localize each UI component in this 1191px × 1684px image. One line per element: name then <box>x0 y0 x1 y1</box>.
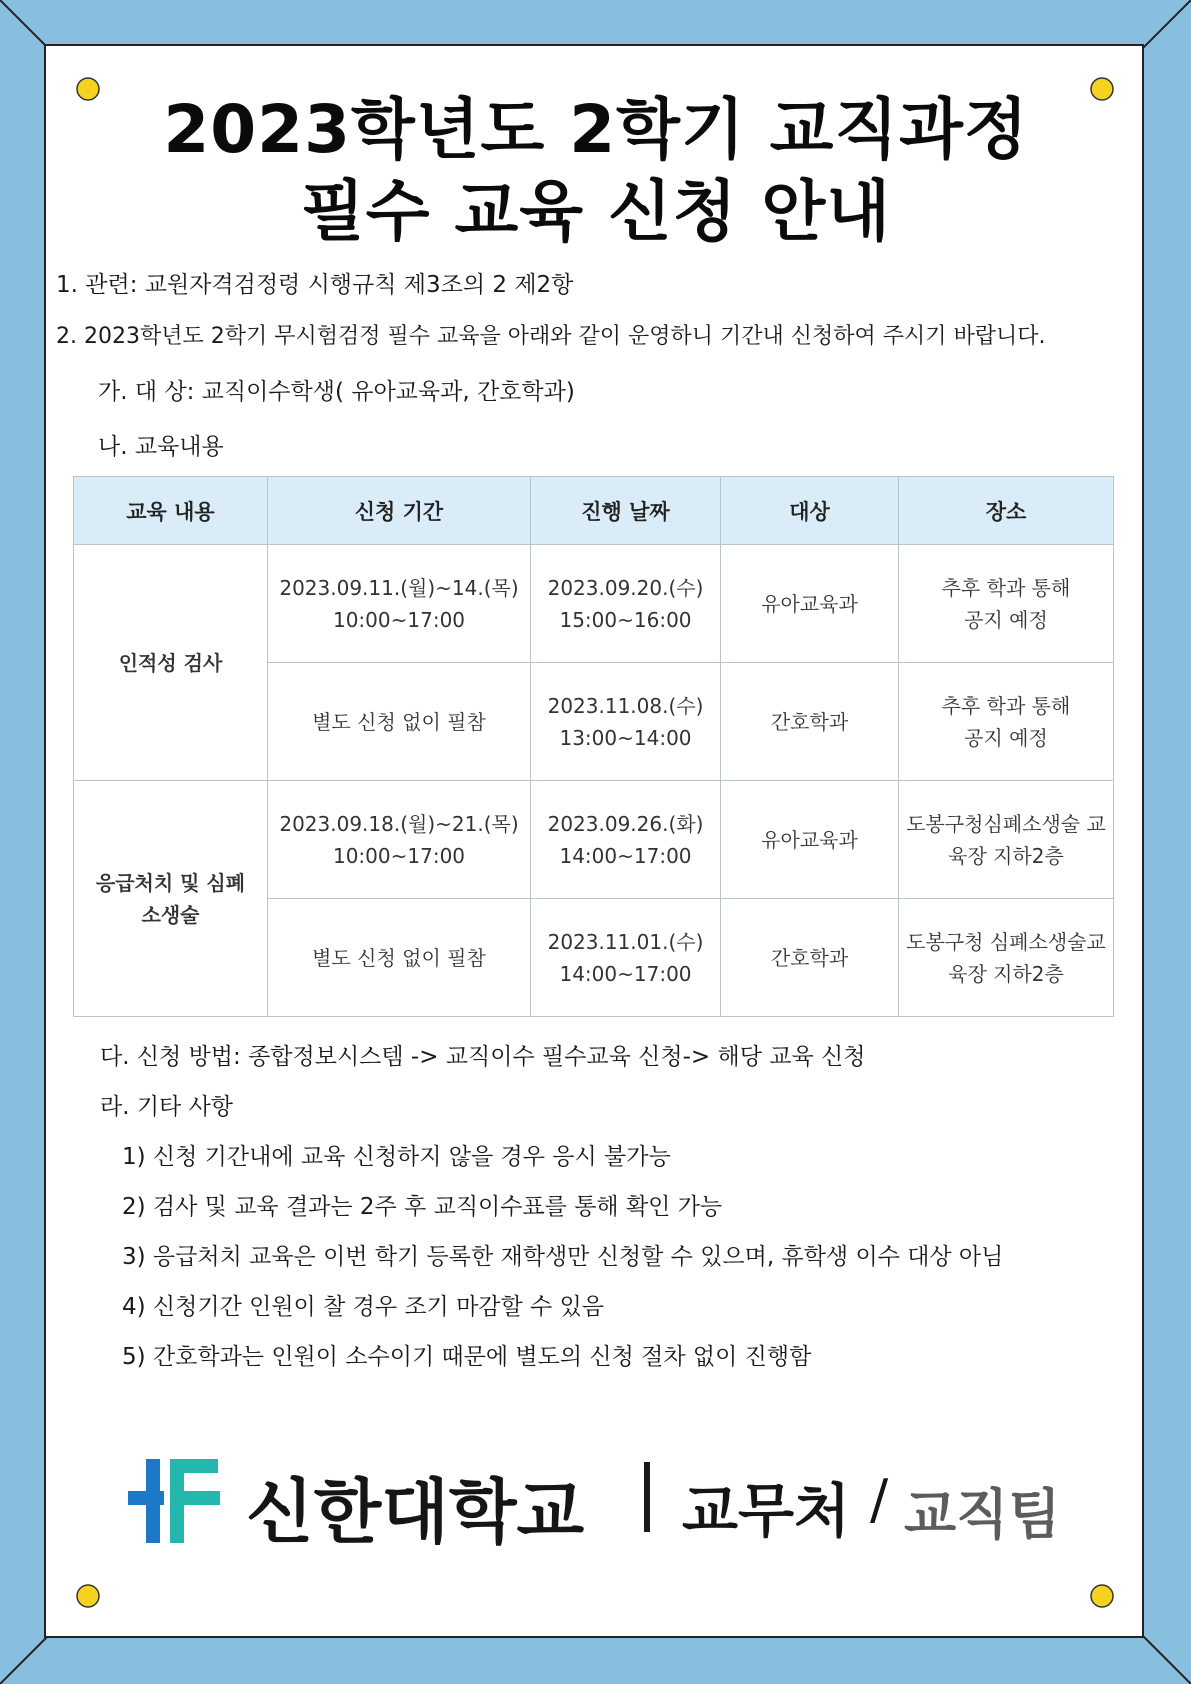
title-line-2: 필수 교육 신청 안내 <box>301 173 891 250</box>
period-cell: 2023.09.18.(월)~21.(목) 10:00~17:00 <box>268 781 531 899</box>
list-item: 2) 검사 및 교육 결과는 2주 후 교직이수표를 통해 확인 가능 <box>122 1194 723 1220</box>
header-period: 신청 기간 <box>268 477 531 545</box>
purpose-paragraph: 2. 2023학년도 2학기 무시험검정 필수 교육을 아래와 같이 운영하니 기간내 신청하여 주시기 바랍니다. <box>56 324 1046 349</box>
period-cell: 2023.09.11.(월)~14.(목) 10:00~17:00 <box>268 545 531 663</box>
date-cell: 2023.09.26.(화) 14:00~17:00 <box>531 781 721 899</box>
table-row <box>74 545 1114 663</box>
topic-cell: 인적성 검사 <box>74 545 268 781</box>
date-cell: 2023.11.01.(수) 14:00~17:00 <box>531 899 721 1017</box>
period-cell: 별도 신청 없이 필참 <box>268 663 531 781</box>
place-cell: 추후 학과 통해 공지 예정 <box>899 545 1114 663</box>
other-notes-heading: 라. 기타 사항 <box>100 1094 234 1120</box>
table-row <box>74 781 1114 899</box>
university-logo-icon <box>124 1457 224 1545</box>
date-cell: 2023.09.20.(수) 15:00~16:00 <box>531 545 721 663</box>
title-line-1: 2023학년도 2학기 교직과정 <box>163 91 1029 168</box>
reference-paragraph: 1. 관련: 교원자격검정령 시행규칙 제3조의 2 제2항 <box>56 272 574 298</box>
place-cell: 도봉구청심폐소생술 교 육장 지하2층 <box>899 781 1114 899</box>
logo-slash: / <box>870 1468 889 1531</box>
application-method: 다. 신청 방법: 종합정보시스템 -> 교직이수 필수교육 신청-> 해당 교육 신청 <box>100 1044 866 1070</box>
target-cell: 유아교육과 <box>721 781 899 899</box>
target-paragraph: 가. 대 상: 교직이수학생( 유아교육과, 간호학과) <box>98 379 575 405</box>
date-cell: 2023.11.08.(수) 13:00~14:00 <box>531 663 721 781</box>
period-cell: 별도 신청 없이 필참 <box>268 899 531 1017</box>
team-name: 교직팀 <box>904 1483 1061 1546</box>
university-name: 신한대학교 <box>246 1471 585 1553</box>
list-item: 4) 신청기간 인원이 찰 경우 조기 마감할 수 있음 <box>122 1294 605 1320</box>
header-date: 진행 날짜 <box>531 477 721 545</box>
content-heading: 나. 교육내용 <box>98 434 224 460</box>
list-item: 3) 응급처치 교육은 이번 학기 등록한 재학생만 신청할 수 있으며, 휴학생 이수 대상 아님 <box>122 1244 1004 1270</box>
header-place: 장소 <box>899 477 1114 545</box>
education-schedule-table <box>73 476 1114 1017</box>
topic-cell: 응급처치 및 심폐 소생술 <box>74 781 268 1017</box>
target-cell: 간호학과 <box>721 899 899 1017</box>
office-name: 교무처 <box>682 1477 851 1545</box>
table-header-row <box>74 477 1114 545</box>
header-target: 대상 <box>721 477 899 545</box>
place-cell: 도봉구청 심폐소생술교 육장 지하2층 <box>899 899 1114 1017</box>
grommet-bottom-right <box>1091 1585 1113 1607</box>
target-cell: 간호학과 <box>721 663 899 781</box>
header-topic: 교육 내용 <box>74 477 268 545</box>
grommet-bottom-left <box>77 1585 99 1607</box>
list-item: 5) 간호학과는 인원이 소수이기 때문에 별도의 신청 절차 없이 진행함 <box>122 1344 812 1370</box>
banner-poster <box>44 44 1144 1638</box>
place-cell: 추후 학과 통해 공지 예정 <box>899 663 1114 781</box>
list-item: 1) 신청 기간내에 교육 신청하지 않을 경우 응시 불가능 <box>122 1144 671 1170</box>
target-cell: 유아교육과 <box>721 545 899 663</box>
logo-divider <box>644 1462 650 1532</box>
